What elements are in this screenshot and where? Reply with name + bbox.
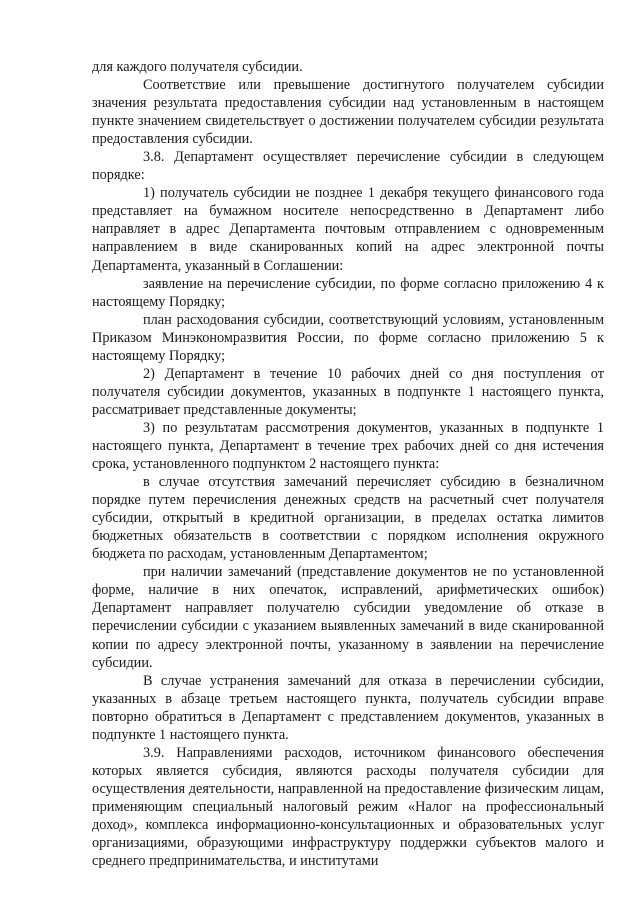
paragraph-continuation: для каждого получателя субсидии. [92,59,303,75]
paragraph-subitem-2: 2) Департамент в течение 10 рабочих дней со дня поступления от получателя субсидии документов, указанных в подпункте 1 настоящего пункта, рассматривает представленные документы; [92,365,604,418]
paragraph-subitem-3: 3) по результатам рассмотрения документов, указанных в подпункте 1 настоящего пункта, Департамент в течение трех рабочих дней со дня истечения срока, установленного подпунктом 2 настоящего пункта: [92,419,604,473]
paragraph-result-conformity: Соответствие или превышение достигнутого получателем субсидии значения результата предоставления субсидии над установленным в настоящем пункте значением свидетельствует о достижении получателем субсидии результата предоставления субсидии. [92,77,604,148]
paragraph-subitem-1: 1) получатель субсидии не позднее 1 декабря текущего финансового года представляет на бумажном носителе непосредственно в Департамент либо направляет в адрес Департамента почтовым отправлением с одновременным направлением в виде сканированных копий на адрес электронной почты Департамента, указанный в Соглашении: [92,185,604,274]
paragraph-spending-plan: план расходования субсидии, соответствующий условиям, установленным Приказом Минэкономразвития России, по форме согласно приложению 5 к настоящему Порядку; [92,311,604,364]
paragraph-remarks-fixed: В случае устранения замечаний для отказа в перечислении субсидии, указанных в абзаце третьем настоящего пункта, получатель субсидии вправе повторно обратиться в Департамент с представлением документов, указанных в подпункте 1 настоящего пункта. [92,672,604,743]
paragraph-3-8: 3.8. Департамент осуществляет перечисление субсидии в следующем порядке: [92,149,604,184]
paragraph-no-remarks: в случае отсутствия замечаний перечисляет субсидию в безналичном порядке путем перечисления денежных средств на расчетный счет получателя субсидии, открытый в кредитной организации, в пределах остатка лимитов бюджетных обязательств в соответствии с порядком исполнения окружного бюджета по расходам, установленным Департаментом; [92,474,604,563]
paragraph-with-remarks: при наличии замечаний (представление документов не по установленной форме, наличие в них опечаток, исправлений, арифметических ошибок) Департамент направляет получателю субсидии уведомление об отказе в перечислении субсидии с указанием выявленных замечаний в виде сканированной копии по адресу электронной почты, указанному в заявлении на перечисление субсидии. [92,564,604,671]
paragraph-3-9: 3.9. Направлениями расходов, источником финансового обеспечения которых является субсидия, являются расходы получателя субсидии для осуществления деятельности, направленной на предоставление физическим лицам, применяющим специальный налоговый режим «Налог на профессиональный доход», комплекса информационно-консультационных и образовательных услуг организациями, образующими инфраструктуру поддержки субъектов малого и среднего предпринимательства, и институтами [92,744,604,870]
document-page [92,58,604,870]
paragraph-application: заявление на перечисление субсидии, по форме согласно приложению 4 к настоящему Порядку; [92,275,604,310]
